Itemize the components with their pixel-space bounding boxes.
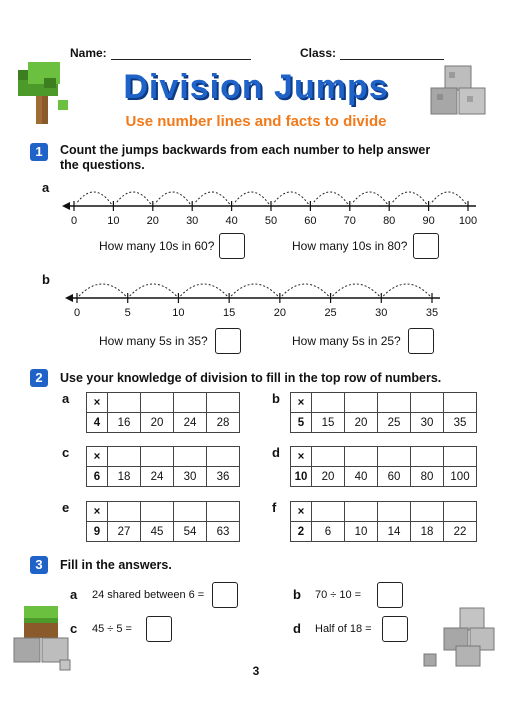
divisor-cell: 9	[87, 522, 108, 542]
number-line-a	[60, 178, 490, 228]
product-cell: 20	[312, 467, 345, 487]
q1b-question-1: How many 5s in 35?	[99, 334, 208, 348]
q1b-answer-1-box[interactable]	[215, 328, 241, 354]
stone-blocks-icon-bottom	[420, 606, 500, 670]
jump-arc	[352, 192, 387, 204]
blank-answer-cell[interactable]	[207, 393, 240, 413]
table-row	[87, 467, 240, 487]
blank-answer-cell[interactable]	[174, 447, 207, 467]
product-cell: 10	[345, 522, 378, 542]
tick-label: 40	[225, 215, 238, 227]
q1b-label: b	[42, 272, 50, 287]
blank-answer-cell[interactable]	[312, 447, 345, 467]
q3a-text: 24 shared between 6 =	[92, 589, 205, 601]
blank-answer-cell[interactable]	[141, 393, 174, 413]
blank-answer-cell[interactable]	[411, 502, 444, 522]
jump-arc	[312, 192, 347, 204]
product-cell: 25	[378, 413, 411, 433]
multiply-symbol: ×	[87, 393, 108, 413]
q3c-label: c	[70, 621, 78, 636]
jump-arc	[130, 284, 177, 296]
number-line-b	[60, 270, 490, 320]
product-cell: 28	[207, 413, 240, 433]
blank-answer-cell[interactable]	[108, 393, 141, 413]
table-row	[291, 413, 477, 433]
tick-label: 0	[73, 307, 81, 319]
blank-answer-cell[interactable]	[378, 393, 411, 413]
product-cell: 36	[207, 467, 240, 487]
table-row	[87, 522, 240, 542]
tick-label: 100	[458, 215, 478, 227]
name-label: Name:	[70, 46, 107, 60]
q3c-text: 45 ÷ 5 =	[92, 623, 132, 635]
question-1-instruction-line2: the questions.	[60, 158, 145, 172]
division-table	[290, 446, 477, 487]
tick-label: 80	[383, 215, 396, 227]
multiply-symbol: ×	[291, 502, 312, 522]
product-cell: 20	[141, 413, 174, 433]
divisor-cell: 5	[291, 413, 312, 433]
q1a-answer-1-box[interactable]	[219, 233, 245, 259]
blank-answer-cell[interactable]	[141, 502, 174, 522]
division-table	[290, 392, 477, 433]
blank-answer-cell[interactable]	[345, 502, 378, 522]
name-line[interactable]	[111, 58, 251, 60]
table-row	[291, 393, 477, 413]
tick-label: 35	[425, 307, 439, 319]
table-row	[291, 467, 477, 487]
q1a-question-1: How many 10s in 60?	[99, 239, 215, 253]
product-cell: 16	[108, 413, 141, 433]
product-cell: 80	[411, 467, 444, 487]
divisor-cell: 4	[87, 413, 108, 433]
product-cell: 45	[141, 522, 174, 542]
jump-arc	[79, 284, 126, 296]
product-cell: 100	[444, 467, 477, 487]
table-row	[87, 447, 240, 467]
jump-arc	[333, 284, 380, 296]
table-row	[291, 447, 477, 467]
table-row	[87, 393, 240, 413]
blank-answer-cell[interactable]	[444, 393, 477, 413]
product-cell: 54	[174, 522, 207, 542]
blank-answer-cell[interactable]	[378, 447, 411, 467]
product-cell: 27	[108, 522, 141, 542]
q3c-answer-box[interactable]	[146, 616, 172, 642]
product-cell: 35	[444, 413, 477, 433]
product-cell: 24	[141, 467, 174, 487]
tick-label: 60	[304, 215, 317, 227]
tick-label: 15	[223, 307, 236, 319]
q3a-answer-box[interactable]	[212, 582, 238, 608]
multiply-symbol: ×	[291, 447, 312, 467]
multiply-symbol: ×	[87, 447, 108, 467]
q2-table-label: e	[62, 500, 70, 515]
product-cell: 24	[174, 413, 207, 433]
q2-table-label: f	[272, 500, 277, 515]
tick-label: 30	[186, 215, 199, 227]
blank-answer-cell[interactable]	[141, 447, 174, 467]
q2-table-label: d	[272, 445, 280, 460]
q3b-label: b	[293, 587, 301, 602]
divisor-cell: 6	[87, 467, 108, 487]
tick-label: 90	[422, 215, 435, 227]
q2-table-label: b	[272, 391, 280, 406]
blank-answer-cell[interactable]	[207, 447, 240, 467]
division-table	[86, 392, 240, 433]
product-cell: 18	[411, 522, 444, 542]
blank-answer-cell[interactable]	[444, 502, 477, 522]
q2-table-label: c	[62, 445, 70, 460]
tick-label: 50	[264, 215, 278, 227]
q3a-label: a	[70, 587, 78, 602]
question-1-instruction-line1: Count the jumps backwards from each number to help answer	[60, 143, 431, 157]
jump-arc	[194, 192, 229, 204]
page-subtitle: Use number lines and facts to divide	[125, 113, 387, 130]
product-cell: 18	[108, 467, 141, 487]
division-table	[86, 501, 240, 542]
product-cell: 20	[345, 413, 378, 433]
q1a-answer-2-box[interactable]	[413, 233, 439, 259]
blank-answer-cell[interactable]	[108, 502, 141, 522]
blank-answer-cell[interactable]	[345, 447, 378, 467]
jump-arc	[155, 192, 190, 204]
blank-answer-cell[interactable]	[444, 447, 477, 467]
product-cell: 30	[174, 467, 207, 487]
product-cell: 40	[345, 467, 378, 487]
tick-label: 0	[70, 215, 78, 227]
divisor-cell: 10	[291, 467, 312, 487]
class-label: Class:	[300, 46, 337, 60]
blank-answer-cell[interactable]	[411, 393, 444, 413]
blank-answer-cell[interactable]	[174, 502, 207, 522]
class-line[interactable]	[340, 58, 444, 60]
jump-arc	[234, 192, 269, 204]
product-cell: 63	[207, 522, 240, 542]
table-row	[291, 502, 477, 522]
arrow-left-icon	[65, 294, 73, 302]
q3d-text: Half of 18 =	[315, 623, 372, 635]
blank-answer-cell[interactable]	[174, 393, 207, 413]
blank-answer-cell[interactable]	[345, 393, 378, 413]
jump-arc	[391, 192, 426, 204]
blank-answer-cell[interactable]	[108, 447, 141, 467]
product-cell: 15	[312, 413, 345, 433]
jump-arc	[273, 192, 308, 204]
question-2-instruction: Use your knowledge of division to fill in the top row of numbers.	[60, 371, 442, 385]
jump-arc	[76, 192, 111, 204]
jump-arc	[383, 284, 430, 296]
product-cell: 30	[411, 413, 444, 433]
tick-label: 20	[273, 307, 286, 319]
question-1-instruction	[60, 143, 460, 173]
question-2-badge: 2	[30, 369, 48, 387]
tick-label: 20	[146, 215, 159, 227]
table-row	[291, 522, 477, 542]
tick-label: 5	[124, 307, 131, 319]
page-title: Division Jumps	[123, 68, 389, 106]
jump-arc	[180, 284, 227, 296]
blank-answer-cell[interactable]	[312, 502, 345, 522]
q3d-label: d	[293, 621, 301, 636]
division-table	[290, 501, 477, 542]
product-cell: 22	[444, 522, 477, 542]
tick-label: 30	[375, 307, 388, 319]
q1a-label: a	[42, 180, 50, 195]
tick-label: 10	[172, 307, 185, 319]
tick-label: 10	[107, 215, 120, 227]
q3b-answer-box[interactable]	[377, 582, 403, 608]
arrow-left-icon	[62, 202, 70, 210]
table-row	[87, 413, 240, 433]
q1a-question-2: How many 10s in 80?	[292, 239, 408, 253]
blank-answer-cell[interactable]	[207, 502, 240, 522]
jump-arc	[115, 192, 150, 204]
q3b-text: 70 ÷ 10 =	[315, 589, 362, 601]
product-cell: 6	[312, 522, 345, 542]
blank-answer-cell[interactable]	[378, 502, 411, 522]
tick-label: 25	[324, 307, 337, 319]
tick-label: 70	[343, 215, 356, 227]
product-cell: 14	[378, 522, 411, 542]
blank-answer-cell[interactable]	[312, 393, 345, 413]
question-1-badge: 1	[30, 143, 48, 161]
division-table	[86, 446, 240, 487]
q3d-answer-box[interactable]	[382, 616, 408, 642]
q1b-question-2: How many 5s in 25?	[292, 334, 401, 348]
blank-answer-cell[interactable]	[411, 447, 444, 467]
multiply-symbol: ×	[291, 393, 312, 413]
product-cell: 60	[378, 467, 411, 487]
page-number: 3	[252, 664, 260, 678]
q2-table-label: a	[62, 391, 70, 406]
jump-arc	[431, 192, 466, 204]
jump-arc	[282, 284, 329, 296]
table-row	[87, 502, 240, 522]
multiply-symbol: ×	[87, 502, 108, 522]
jump-arc	[231, 284, 278, 296]
question-3-badge: 3	[30, 556, 48, 574]
question-3-instruction: Fill in the answers.	[60, 558, 172, 572]
divisor-cell: 2	[291, 522, 312, 542]
q1b-answer-2-box[interactable]	[408, 328, 434, 354]
